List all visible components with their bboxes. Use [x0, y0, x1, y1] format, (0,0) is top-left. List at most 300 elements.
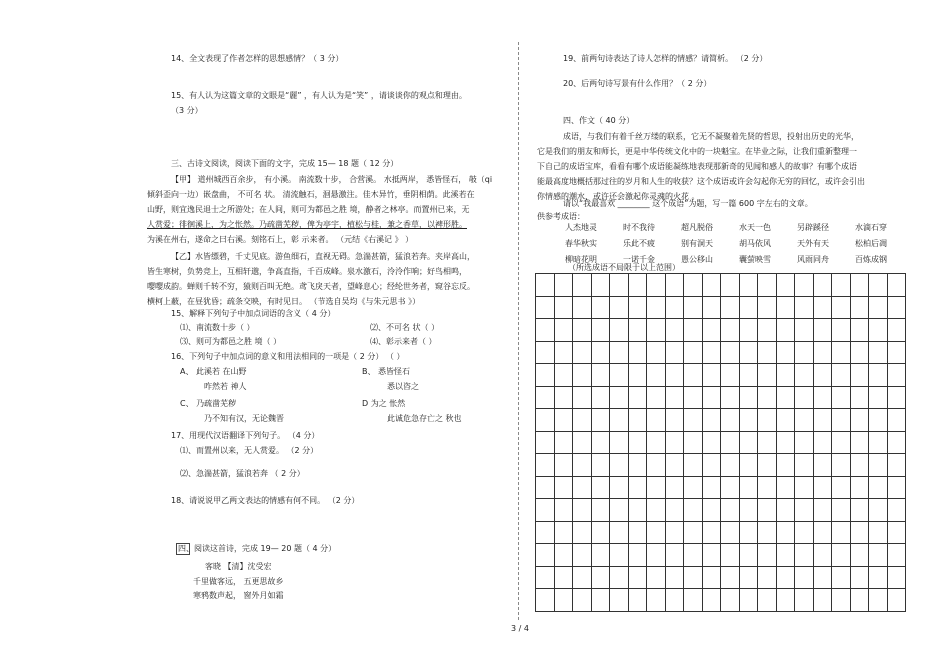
grid-cell[interactable] — [536, 567, 555, 590]
grid-cell[interactable] — [573, 522, 592, 545]
grid-cell[interactable] — [740, 274, 759, 297]
grid-cell[interactable] — [832, 477, 851, 500]
grid-cell[interactable] — [795, 274, 814, 297]
grid-cell[interactable] — [795, 297, 814, 320]
grid-cell[interactable] — [721, 342, 740, 365]
grid-cell[interactable] — [666, 387, 685, 410]
grid-cell[interactable] — [703, 522, 722, 545]
grid-cell[interactable] — [536, 499, 555, 522]
grid-cell[interactable] — [536, 454, 555, 477]
grid-cell[interactable] — [851, 544, 870, 567]
grid-cell[interactable] — [536, 342, 555, 365]
grid-cell[interactable] — [869, 387, 888, 410]
grid-cell[interactable] — [555, 319, 574, 342]
grid-cell[interactable] — [647, 589, 666, 612]
grid-cell[interactable] — [666, 319, 685, 342]
grid-cell[interactable] — [555, 589, 574, 612]
grid-cell[interactable] — [795, 499, 814, 522]
grid-cell[interactable] — [721, 364, 740, 387]
grid-cell[interactable] — [629, 454, 648, 477]
grid-cell[interactable] — [629, 274, 648, 297]
grid-cell[interactable] — [888, 589, 907, 612]
grid-cell[interactable] — [629, 567, 648, 590]
grid-cell[interactable] — [777, 319, 796, 342]
grid-cell[interactable] — [629, 589, 648, 612]
grid-cell[interactable] — [684, 319, 703, 342]
grid-cell[interactable] — [610, 522, 629, 545]
grid-cell[interactable] — [795, 387, 814, 410]
grid-cell[interactable] — [592, 432, 611, 455]
grid-cell[interactable] — [684, 499, 703, 522]
grid-cell[interactable] — [814, 364, 833, 387]
grid-cell[interactable] — [869, 274, 888, 297]
grid-cell[interactable] — [869, 589, 888, 612]
grid-cell[interactable] — [869, 522, 888, 545]
grid-cell[interactable] — [666, 544, 685, 567]
grid-cell[interactable] — [592, 499, 611, 522]
grid-cell[interactable] — [814, 499, 833, 522]
grid-cell[interactable] — [758, 342, 777, 365]
grid-cell[interactable] — [592, 589, 611, 612]
grid-cell[interactable] — [721, 274, 740, 297]
grid-cell[interactable] — [740, 522, 759, 545]
grid-cell[interactable] — [555, 432, 574, 455]
grid-cell[interactable] — [536, 477, 555, 500]
grid-cell[interactable] — [555, 274, 574, 297]
grid-cell[interactable] — [573, 409, 592, 432]
grid-cell[interactable] — [869, 567, 888, 590]
grid-cell[interactable] — [795, 522, 814, 545]
grid-cell[interactable] — [666, 364, 685, 387]
grid-cell[interactable] — [647, 364, 666, 387]
grid-cell[interactable] — [703, 319, 722, 342]
grid-cell[interactable] — [703, 432, 722, 455]
grid-cell[interactable] — [684, 387, 703, 410]
grid-cell[interactable] — [684, 567, 703, 590]
grid-cell[interactable] — [647, 387, 666, 410]
grid-cell[interactable] — [814, 387, 833, 410]
grid-cell[interactable] — [647, 477, 666, 500]
grid-cell[interactable] — [629, 499, 648, 522]
grid-cell[interactable] — [814, 589, 833, 612]
grid-cell[interactable] — [832, 432, 851, 455]
grid-cell[interactable] — [573, 432, 592, 455]
grid-cell[interactable] — [666, 409, 685, 432]
grid-cell[interactable] — [869, 319, 888, 342]
grid-cell[interactable] — [610, 274, 629, 297]
grid-cell[interactable] — [647, 432, 666, 455]
grid-cell[interactable] — [869, 544, 888, 567]
grid-cell[interactable] — [832, 387, 851, 410]
grid-cell[interactable] — [555, 409, 574, 432]
grid-cell[interactable] — [666, 342, 685, 365]
grid-cell[interactable] — [832, 454, 851, 477]
grid-cell[interactable] — [610, 432, 629, 455]
grid-cell[interactable] — [888, 432, 907, 455]
grid-cell[interactable] — [703, 342, 722, 365]
grid-cell[interactable] — [777, 454, 796, 477]
grid-cell[interactable] — [666, 499, 685, 522]
grid-cell[interactable] — [666, 297, 685, 320]
grid-cell[interactable] — [555, 544, 574, 567]
grid-cell[interactable] — [814, 409, 833, 432]
grid-cell[interactable] — [536, 522, 555, 545]
grid-cell[interactable] — [629, 297, 648, 320]
grid-cell[interactable] — [721, 387, 740, 410]
grid-cell[interactable] — [851, 387, 870, 410]
grid-cell[interactable] — [721, 454, 740, 477]
grid-cell[interactable] — [592, 544, 611, 567]
grid-cell[interactable] — [740, 319, 759, 342]
grid-cell[interactable] — [851, 364, 870, 387]
grid-cell[interactable] — [684, 477, 703, 500]
grid-cell[interactable] — [684, 274, 703, 297]
grid-cell[interactable] — [629, 432, 648, 455]
grid-cell[interactable] — [721, 567, 740, 590]
grid-cell[interactable] — [777, 387, 796, 410]
grid-cell[interactable] — [703, 409, 722, 432]
grid-cell[interactable] — [666, 274, 685, 297]
grid-cell[interactable] — [666, 522, 685, 545]
grid-cell[interactable] — [795, 409, 814, 432]
grid-cell[interactable] — [795, 432, 814, 455]
grid-cell[interactable] — [536, 589, 555, 612]
grid-cell[interactable] — [721, 499, 740, 522]
grid-cell[interactable] — [888, 499, 907, 522]
grid-cell[interactable] — [777, 364, 796, 387]
grid-cell[interactable] — [573, 477, 592, 500]
grid-cell[interactable] — [814, 477, 833, 500]
grid-cell[interactable] — [610, 409, 629, 432]
grid-cell[interactable] — [629, 387, 648, 410]
grid-cell[interactable] — [703, 567, 722, 590]
grid-cell[interactable] — [647, 319, 666, 342]
grid-cell[interactable] — [592, 477, 611, 500]
grid-cell[interactable] — [888, 409, 907, 432]
grid-cell[interactable] — [869, 342, 888, 365]
grid-cell[interactable] — [888, 522, 907, 545]
grid-cell[interactable] — [684, 297, 703, 320]
grid-cell[interactable] — [592, 342, 611, 365]
grid-cell[interactable] — [592, 364, 611, 387]
grid-cell[interactable] — [869, 477, 888, 500]
grid-cell[interactable] — [555, 342, 574, 365]
grid-cell[interactable] — [647, 499, 666, 522]
grid-cell[interactable] — [777, 544, 796, 567]
grid-cell[interactable] — [703, 364, 722, 387]
grid-cell[interactable] — [740, 409, 759, 432]
grid-cell[interactable] — [721, 409, 740, 432]
grid-cell[interactable] — [721, 432, 740, 455]
grid-cell[interactable] — [814, 544, 833, 567]
grid-cell[interactable] — [573, 364, 592, 387]
grid-cell[interactable] — [814, 522, 833, 545]
grid-cell[interactable] — [795, 319, 814, 342]
grid-cell[interactable] — [888, 274, 907, 297]
grid-cell[interactable] — [610, 364, 629, 387]
grid-cell[interactable] — [832, 499, 851, 522]
grid-cell[interactable] — [536, 409, 555, 432]
grid-cell[interactable] — [555, 522, 574, 545]
grid-cell[interactable] — [869, 432, 888, 455]
grid-cell[interactable] — [869, 454, 888, 477]
grid-cell[interactable] — [758, 387, 777, 410]
grid-cell[interactable] — [573, 567, 592, 590]
grid-cell[interactable] — [851, 409, 870, 432]
grid-cell[interactable] — [592, 387, 611, 410]
grid-cell[interactable] — [740, 454, 759, 477]
grid-cell[interactable] — [795, 544, 814, 567]
grid-cell[interactable] — [573, 499, 592, 522]
grid-cell[interactable] — [536, 274, 555, 297]
grid-cell[interactable] — [758, 409, 777, 432]
grid-cell[interactable] — [795, 477, 814, 500]
grid-cell[interactable] — [851, 454, 870, 477]
grid-cell[interactable] — [758, 364, 777, 387]
grid-cell[interactable] — [851, 522, 870, 545]
grid-cell[interactable] — [703, 477, 722, 500]
grid-cell[interactable] — [832, 589, 851, 612]
grid-cell[interactable] — [555, 567, 574, 590]
grid-cell[interactable] — [814, 454, 833, 477]
grid-cell[interactable] — [703, 297, 722, 320]
grid-cell[interactable] — [888, 544, 907, 567]
grid-cell[interactable] — [740, 567, 759, 590]
grid-cell[interactable] — [573, 342, 592, 365]
grid-cell[interactable] — [851, 477, 870, 500]
grid-cell[interactable] — [795, 454, 814, 477]
grid-cell[interactable] — [684, 432, 703, 455]
grid-cell[interactable] — [758, 432, 777, 455]
grid-cell[interactable] — [629, 544, 648, 567]
grid-cell[interactable] — [888, 567, 907, 590]
grid-cell[interactable] — [647, 342, 666, 365]
grid-cell[interactable] — [869, 409, 888, 432]
grid-cell[interactable] — [666, 432, 685, 455]
grid-cell[interactable] — [758, 544, 777, 567]
grid-cell[interactable] — [851, 432, 870, 455]
grid-cell[interactable] — [832, 522, 851, 545]
grid-cell[interactable] — [684, 589, 703, 612]
grid-cell[interactable] — [758, 297, 777, 320]
grid-cell[interactable] — [851, 342, 870, 365]
grid-cell[interactable] — [832, 342, 851, 365]
grid-cell[interactable] — [647, 297, 666, 320]
grid-cell[interactable] — [758, 499, 777, 522]
grid-cell[interactable] — [647, 522, 666, 545]
grid-cell[interactable] — [666, 567, 685, 590]
grid-cell[interactable] — [888, 477, 907, 500]
grid-cell[interactable] — [814, 342, 833, 365]
grid-cell[interactable] — [758, 477, 777, 500]
grid-cell[interactable] — [777, 297, 796, 320]
grid-cell[interactable] — [851, 319, 870, 342]
grid-cell[interactable] — [629, 477, 648, 500]
grid-cell[interactable] — [777, 499, 796, 522]
grid-cell[interactable] — [814, 274, 833, 297]
grid-cell[interactable] — [610, 319, 629, 342]
grid-cell[interactable] — [832, 364, 851, 387]
grid-cell[interactable] — [536, 364, 555, 387]
grid-cell[interactable] — [592, 454, 611, 477]
composition-grid[interactable] — [535, 273, 906, 612]
grid-cell[interactable] — [647, 454, 666, 477]
grid-cell[interactable] — [795, 364, 814, 387]
grid-cell[interactable] — [684, 409, 703, 432]
grid-cell[interactable] — [610, 499, 629, 522]
grid-cell[interactable] — [666, 589, 685, 612]
grid-cell[interactable] — [851, 567, 870, 590]
grid-cell[interactable] — [536, 319, 555, 342]
grid-cell[interactable] — [795, 567, 814, 590]
grid-cell[interactable] — [869, 499, 888, 522]
grid-cell[interactable] — [610, 342, 629, 365]
grid-cell[interactable] — [592, 409, 611, 432]
grid-cell[interactable] — [795, 342, 814, 365]
grid-cell[interactable] — [703, 454, 722, 477]
grid-cell[interactable] — [703, 589, 722, 612]
grid-cell[interactable] — [758, 567, 777, 590]
grid-cell[interactable] — [777, 342, 796, 365]
grid-cell[interactable] — [851, 274, 870, 297]
grid-cell[interactable] — [814, 432, 833, 455]
grid-cell[interactable] — [610, 297, 629, 320]
grid-cell[interactable] — [536, 544, 555, 567]
grid-cell[interactable] — [629, 522, 648, 545]
grid-cell[interactable] — [740, 432, 759, 455]
grid-cell[interactable] — [888, 454, 907, 477]
grid-cell[interactable] — [777, 589, 796, 612]
grid-cell[interactable] — [573, 319, 592, 342]
grid-cell[interactable] — [832, 297, 851, 320]
grid-cell[interactable] — [536, 387, 555, 410]
grid-cell[interactable] — [536, 432, 555, 455]
grid-cell[interactable] — [777, 477, 796, 500]
grid-cell[interactable] — [740, 544, 759, 567]
grid-cell[interactable] — [573, 454, 592, 477]
grid-cell[interactable] — [832, 274, 851, 297]
grid-cell[interactable] — [721, 297, 740, 320]
grid-cell[interactable] — [592, 274, 611, 297]
grid-cell[interactable] — [721, 477, 740, 500]
grid-cell[interactable] — [832, 544, 851, 567]
grid-cell[interactable] — [684, 342, 703, 365]
grid-cell[interactable] — [703, 274, 722, 297]
grid-cell[interactable] — [758, 454, 777, 477]
grid-cell[interactable] — [814, 319, 833, 342]
grid-cell[interactable] — [555, 477, 574, 500]
grid-cell[interactable] — [536, 297, 555, 320]
grid-cell[interactable] — [777, 274, 796, 297]
grid-cell[interactable] — [721, 544, 740, 567]
grid-cell[interactable] — [684, 454, 703, 477]
grid-cell[interactable] — [703, 387, 722, 410]
grid-cell[interactable] — [629, 319, 648, 342]
grid-cell[interactable] — [758, 274, 777, 297]
grid-cell[interactable] — [721, 522, 740, 545]
grid-cell[interactable] — [888, 342, 907, 365]
grid-cell[interactable] — [573, 297, 592, 320]
grid-cell[interactable] — [573, 387, 592, 410]
grid-cell[interactable] — [666, 454, 685, 477]
grid-cell[interactable] — [740, 589, 759, 612]
grid-cell[interactable] — [610, 454, 629, 477]
grid-cell[interactable] — [610, 567, 629, 590]
grid-cell[interactable] — [740, 297, 759, 320]
grid-cell[interactable] — [740, 477, 759, 500]
grid-cell[interactable] — [592, 297, 611, 320]
grid-cell[interactable] — [777, 409, 796, 432]
grid-cell[interactable] — [647, 567, 666, 590]
grid-cell[interactable] — [573, 544, 592, 567]
grid-cell[interactable] — [573, 589, 592, 612]
grid-cell[interactable] — [610, 477, 629, 500]
grid-cell[interactable] — [851, 297, 870, 320]
grid-cell[interactable] — [869, 364, 888, 387]
grid-cell[interactable] — [684, 544, 703, 567]
grid-cell[interactable] — [610, 589, 629, 612]
grid-cell[interactable] — [832, 319, 851, 342]
grid-cell[interactable] — [555, 297, 574, 320]
grid-cell[interactable] — [555, 499, 574, 522]
grid-cell[interactable] — [758, 589, 777, 612]
grid-cell[interactable] — [740, 499, 759, 522]
grid-cell[interactable] — [740, 342, 759, 365]
grid-cell[interactable] — [555, 454, 574, 477]
grid-cell[interactable] — [888, 364, 907, 387]
grid-cell[interactable] — [629, 409, 648, 432]
grid-cell[interactable] — [592, 319, 611, 342]
grid-cell[interactable] — [777, 567, 796, 590]
grid-cell[interactable] — [629, 342, 648, 365]
grid-cell[interactable] — [832, 567, 851, 590]
grid-cell[interactable] — [721, 589, 740, 612]
grid-cell[interactable] — [684, 364, 703, 387]
grid-cell[interactable] — [703, 544, 722, 567]
grid-cell[interactable] — [851, 499, 870, 522]
grid-cell[interactable] — [795, 589, 814, 612]
grid-cell[interactable] — [777, 522, 796, 545]
grid-cell[interactable] — [610, 387, 629, 410]
grid-cell[interactable] — [666, 477, 685, 500]
grid-cell[interactable] — [703, 499, 722, 522]
grid-cell[interactable] — [610, 544, 629, 567]
grid-cell[interactable] — [758, 319, 777, 342]
grid-cell[interactable] — [814, 297, 833, 320]
grid-cell[interactable] — [555, 387, 574, 410]
grid-cell[interactable] — [647, 544, 666, 567]
grid-cell[interactable] — [592, 522, 611, 545]
grid-cell[interactable] — [684, 522, 703, 545]
grid-cell[interactable] — [758, 522, 777, 545]
grid-cell[interactable] — [555, 364, 574, 387]
grid-cell[interactable] — [740, 364, 759, 387]
grid-cell[interactable] — [592, 567, 611, 590]
grid-cell[interactable] — [888, 297, 907, 320]
grid-cell[interactable] — [814, 567, 833, 590]
grid-cell[interactable] — [647, 409, 666, 432]
grid-cell[interactable] — [629, 364, 648, 387]
grid-cell[interactable] — [851, 589, 870, 612]
grid-cell[interactable] — [647, 274, 666, 297]
grid-cell[interactable] — [573, 274, 592, 297]
grid-cell[interactable] — [777, 432, 796, 455]
grid-cell[interactable] — [832, 409, 851, 432]
grid-cell[interactable] — [869, 297, 888, 320]
grid-cell[interactable] — [721, 319, 740, 342]
grid-cell[interactable] — [740, 387, 759, 410]
grid-cell[interactable] — [888, 319, 907, 342]
